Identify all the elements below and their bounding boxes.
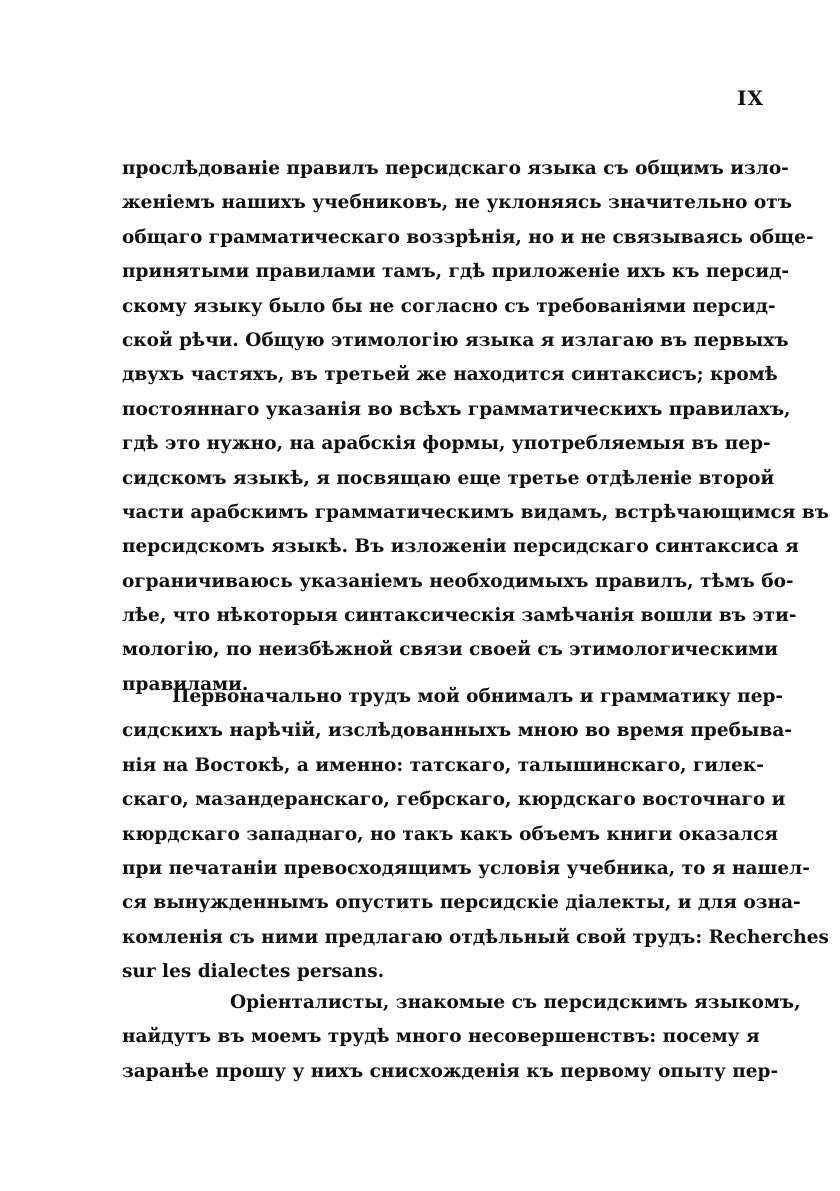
text-line: женіемъ нашихъ учебниковъ, не уклоняясь значительно отъ	[122, 192, 792, 214]
text-line: при печатаніи превосходящимъ условія учебника, то я нашел-	[122, 857, 810, 879]
text-line: прослѣдованіе правилъ персидскаго языка съ общимъ изло-	[122, 158, 789, 179]
text-line: правилами.	[122, 673, 249, 695]
text-line: скому языку было бы не согласно съ требованіями персид-	[122, 295, 776, 317]
page-number: IX	[737, 86, 764, 110]
text-line: общаго грамматическаго воззрѣнія, но и не связываясь обще-	[122, 226, 814, 248]
text-line: принятыми правилами тамъ, гдѣ приложеніе ихъ къ персид-	[122, 261, 790, 283]
paragraph-1	[122, 152, 829, 702]
text-line: кюрдскаго западнаго, но такъ какъ объемъ книги оказался	[122, 823, 779, 845]
text-line: сидскомъ языкѣ, я посвящаю еще третье отдѣленіе второй	[122, 467, 775, 489]
text-line: скаго, мазандеранскаго, гебрскаго, кюрдскаго восточнаго и	[122, 789, 786, 811]
text-line: комленія съ ними предлагаю отдѣльный свой трудъ: Recherches	[122, 926, 829, 948]
text-line: персидскомъ языкѣ. Въ изложеніи персидскаго синтаксиса я	[122, 536, 799, 558]
text-line: мологію, по неизбѣжной связи своей съ этимологическими	[122, 639, 779, 661]
text-line: sur les dialectes persans.	[122, 961, 385, 983]
text-line: ограничиваюсь указаніемъ необходимыхъ правилъ, тѣмъ бо-	[122, 570, 794, 592]
text-line: Первоначально трудъ мой обнималъ и грамматику пер-	[172, 686, 784, 707]
text-line: лѣе, что нѣкоторыя синтаксическія замѣчанія вошли въ эти-	[122, 605, 797, 627]
paragraph-3	[122, 986, 801, 1089]
text-line: двухъ частяхъ, въ третьей же находится синтаксисъ; кромѣ	[122, 364, 778, 386]
text-line: гдѣ это нужно, на арабскія формы, употребляемыя въ пер-	[122, 433, 771, 455]
text-line: части арабскимъ грамматическимъ видамъ, встрѣчающимся въ	[122, 501, 829, 523]
text-line: Оріенталисты, знакомые съ персидскимъ языкомъ,	[230, 992, 801, 1013]
text-line: постояннаго указанія во всѣхъ грамматическихъ правилахъ,	[122, 398, 791, 420]
text-line: ской рѣчи. Общую этимологію языка я излагаю въ первыхъ	[122, 329, 789, 351]
text-line: найдутъ въ моемъ трудѣ много несовершенствъ: посему я	[122, 1026, 760, 1048]
paragraph-2	[122, 680, 829, 990]
text-line: нія на Востокѣ, а именно: татскаго, талышинскаго, гилек-	[122, 754, 764, 776]
text-line: ся вынужденнымъ опустить персидскіе діалекты, и для озна-	[122, 892, 801, 914]
text-line: заранѣе прошу у нихъ снисхожденія къ первому опыту пер-	[122, 1060, 779, 1082]
text-line: сидскихъ нарѣчій, изслѣдованныхъ мною во время пребыва-	[122, 720, 792, 742]
